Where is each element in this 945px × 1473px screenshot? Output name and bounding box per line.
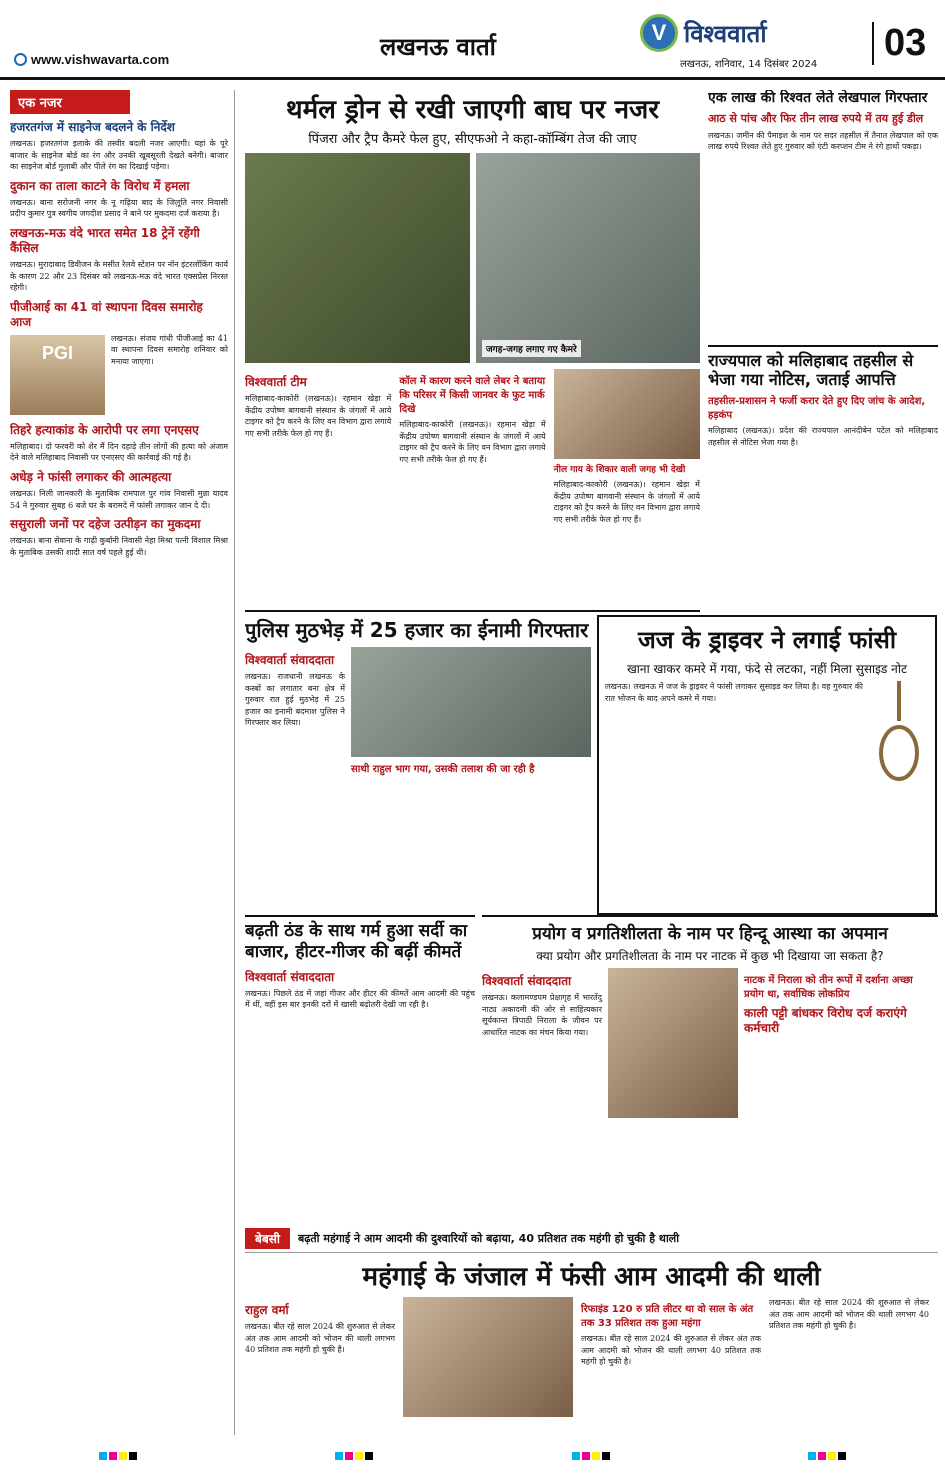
news-title: दुकान का ताला काटने के विरोध में हमला — [10, 178, 190, 193]
ek-nazar-tag: एक नजर — [10, 90, 130, 114]
story-body: लखनऊ। कलामण्डपम प्रेक्षागृह में भारतेंदु नाट्य अकादमी की ओर से साहित्यकार सूर्यकान्त त्रिपाठी निराला के जीवन पर आधारित नाटक का मंचन किया गया। — [482, 993, 602, 1037]
subheadline: खाना खाकर कमरे में गया, फंदे से लटका, नहीं मिला सुसाइड नोट — [626, 662, 907, 676]
story-body: मलिहाबाद-काकोरी (लखनऊ)। रहमान खेड़ा में केंद्रीय उपोष्ण बागवानी संस्थान के जंगलों में आये टाइगर को ट्रैप करने के लिए वन विभाग द्वारा लगाये गए सभी तरीके फेल हो गए हैं। — [399, 420, 546, 464]
news-body: लखनऊ। निली जानकारी के मुताबिक रामपाल पुर गांव निवासी मुन्ना यादव 54 ने गुरुवार सुबह 6 बजे घर के बरामदे में फांसी लगाकर जान दे दी। — [10, 488, 228, 510]
news-body: लखनऊ। मुरादाबाद डिवीजन के मसीत रेलवे स्टेशन पर नॉन इंटरलॉकिंग कार्य के कारण 22 और 23 दिसंबर को लखनऊ-मऊ वंदे भारत एक्सप्रेस निरस्त रहेगी। — [10, 259, 228, 293]
color-bar — [572, 1452, 610, 1460]
headline: थर्मल ड्रोन से रखी जाएगी बाघ पर नजर — [286, 95, 659, 125]
print-registration-marks — [0, 1446, 945, 1466]
news-body: मलिहाबाद। दो फरवरी को शेर मैं दिन दहाड़े तीन लोगों की हत्या को अंजाम देने वाले मलिहाबाद निवासी पर एनएसए की कार्रवाई की गई है। — [10, 441, 228, 463]
story-body: लखनऊ। बीत रहे साल 2024 की शुरुआत से लेकर अंत तक आम आदमी को भोजन की थाली लगभग 40 प्रतिशत तक महंगी हो चुकी है। — [581, 1334, 761, 1367]
color-bar — [335, 1452, 373, 1460]
forest-photo — [245, 153, 470, 363]
logo-icon: V — [640, 14, 678, 52]
thali-photo — [403, 1297, 573, 1417]
news-body: लखनऊ। संजय गांधी पीजीआई का 41 वा स्थापना दिवस समारोह शनिवार को मनाया जाएगा। — [111, 333, 228, 366]
news-title: पीजीआई का 41 वां स्थापना दिवस समारोह आज — [10, 299, 203, 329]
noose-icon — [869, 681, 929, 791]
bribery-story — [708, 90, 938, 335]
news-body: लखनऊ। हजरतगंज इलाके की तस्वीर बदली नजर आएगी। यहां के पूरे बाजार के साइनेज बोर्ड का रंग और उनकी खूबसूरती देखते बनेगी। बाजार का साइनेज बोर्ड गुलाबी और पीले रंग का दिखाई पड़ेगा। — [10, 139, 228, 172]
officials-photo — [476, 153, 700, 363]
section-title: लखनऊ वार्ता — [380, 33, 496, 61]
headline: प्रयोग व प्रगतिशीलता के नाम पर हिन्दू आस्था का अपमान — [532, 924, 888, 944]
strap-text: बढ़ती महंगाई ने आम आदमी की दुश्वारियों को बढ़ाया, 40 प्रतिशत तक महंगी हो चुकी है थाली — [297, 1232, 680, 1245]
story-body: लखनऊ। राजधानी लखनऊ के कस्बों का लगातार बना क्षेत्र में गुरुवार रात हुई मुठभेड़ में 25 हजार का इनामी बदमाश पुलिस ने गिरफ्तार कर लिया। — [245, 672, 345, 728]
headline: एक लाख की रिश्वत लेते लेखपाल गिरफ्तार — [708, 90, 928, 106]
story-body: मलिहाबाद-काकोरी (लखनऊ)। रहमान खेड़ा में केंद्रीय उपोष्ण बागवानी संस्थान के जंगलों में आये टाइगर को ट्रैप करने के लिए वन विभाग द्वारा लगाये गए सभी तरीके फेल हो गए हैं। — [245, 394, 392, 438]
subheadline: आठ से पांच और फिर तीन लाख रुपये में तय हुई डील — [708, 111, 924, 125]
judge-driver-story — [597, 615, 937, 915]
byline: विश्ववार्ता संवाददाता — [245, 969, 335, 984]
ek-nazar-column — [10, 90, 235, 1435]
logo-name: विश्ववार्ता — [684, 19, 767, 48]
pull-quote: कॉल में कारण करने वाले लेबर ने बताया कि परिसर में किसी जानवर के फुट मार्क दिखे — [399, 376, 546, 415]
story-body: लखनऊ। बीत रहे साल 2024 की शुरुआत से लेकर अंत तक आम आदमी को भोजन की थाली लगभग 40 प्रतिशत तक महंगी हो चुकी है। — [245, 1322, 395, 1355]
byline: विश्ववार्ता संवाददाता — [482, 974, 572, 988]
byline: विश्ववार्ता संवाददाता — [245, 653, 335, 667]
website-url[interactable]: www.vishwavarta.com — [14, 52, 169, 67]
pull-quote: तहसील-प्रशासन ने फर्जी करार देते हुए दिए जांच के आदेश, हड़कंप — [708, 396, 926, 422]
story-body: मलिहाबाद-काकोरी (लखनऊ)। रहमान खेड़ा में केंद्रीय उपोष्ण बागवानी संस्थान के जंगलों में आये टाइगर को ट्रैप करने के लिए वन विभाग द्वारा लगाये गए सभी तरीके फेल हो गए हैं। — [553, 480, 700, 525]
news-title: तिहरे हत्याकांड के आरोपी पर लगा एनएसए — [10, 422, 199, 437]
hospital-photo — [351, 647, 591, 757]
headline: पुलिस मुठभेड़ में 25 हजार का ईनामी गिरफ्तार — [245, 618, 589, 642]
headline: बढ़ती ठंड के साथ गर्म हुआ सर्दी का बाजार, हीटर-गीजर की बढ़ीं कीमतें — [245, 921, 468, 963]
headline: महंगाई के जंजाल में फंसी आम आदमी की थाली — [362, 1262, 821, 1292]
bebsi-tag: बेबसी — [245, 1228, 290, 1249]
news-body: लखनऊ। बाना सरोजनी नगर के नू गढ़िया बाद के जिलू़ति नगर निवासी प्रदीप कुमार पुत्र स्वगीय जगदीश प्रसाद ने बाने पर मुकदमा दर्ज कराया है। — [10, 197, 228, 219]
nilgai-site-photo — [554, 369, 700, 459]
side-news-title: काली पट्टी बांधकर विरोध दर्ज कराएंगे कर्मचारी — [744, 1006, 907, 1035]
globe-icon — [14, 53, 27, 66]
news-title: हजरतगंज में साइनेज बदलने के निर्देश — [10, 120, 175, 134]
governor-notice-story — [708, 345, 938, 605]
subheadline: क्या प्रयोग और प्रगतिशीलता के नाम पर नाटक में कुछ भी दिखाया जा सकता है? — [536, 949, 884, 963]
masthead-logo — [640, 14, 767, 52]
color-bar — [808, 1452, 846, 1460]
page-number: 03 — [872, 22, 926, 65]
pull-quote: रिफाइंड 120 रु प्रति लीटर था वो साल के अंत तक 33 प्रतिशत तक हुआ महंगा — [581, 1304, 754, 1329]
play-controversy-story — [482, 915, 938, 1220]
pull-quote: नाटक में निराला को तीन रूपों में दर्शाना अच्छा प्रयोग था, सर्वाधिक लोकप्रिय — [744, 975, 913, 1000]
headline: राज्यपाल को मलिहाबाद तहसील से भेजा गया नोटिस, जताई आपत्ति — [708, 351, 914, 390]
byline: राहुल वर्मा — [245, 1303, 289, 1317]
inflation-story — [245, 1228, 938, 1438]
byline: विश्ववार्ता टीम — [245, 375, 307, 389]
news-title: ससुराली जनों पर दहेज उत्पीड़न का मुकदमा — [10, 517, 201, 532]
pull-quote: साथी राहुल भाग गया, उसकी तलाश की जा रही है — [351, 764, 535, 775]
photo-caption: नील गाय के शिकार वाली जगह भी देखी — [553, 465, 686, 475]
winter-market-story — [245, 915, 475, 1220]
tiger-story — [245, 90, 700, 670]
issue-date: लखनऊ, शनिवार, 14 दिसंबर 2024 — [680, 59, 818, 70]
story-body: लखनऊ। पिछले ठंड में जहां गीजर और हीटर की कीमतें आम आदमी की पहुंच में थीं, वहीं इस बार इनकी दरों में खासी बढ़ोतरी देखी जा रही है। — [245, 988, 475, 1010]
headline: जज के ड्राइवर ने लगाई फांसी — [637, 626, 897, 654]
story-strap — [245, 1228, 938, 1253]
photo-caption: जगह-जगह लगाए गए कैमरे — [482, 340, 581, 357]
news-title: अधेड़ ने फांसी लगाकर की आत्महत्या — [10, 469, 172, 484]
story-body: लखनऊ। बीत रहे साल 2024 की शुरुआत से लेकर अंत तक आम आदमी को भोजन की थाली लगभग 40 प्रतिशत तक महंगी हो चुकी है। — [769, 1298, 929, 1331]
story-body: लखनऊ। लखनऊ में जज के ड्राइवर ने फांसी लगाकर सुसाइड कर लिया है। वह गुरुवार की रात भोजन के बाद अपने कमरे में गया। — [605, 682, 863, 703]
stage-photo — [608, 968, 738, 1118]
subheadline: पिंजरा और ट्रैप कैमरे फेल हुए, सीएफओ ने कहा-कॉम्बिंग तेज की जाए — [308, 132, 637, 147]
story-body: लखनऊ। जमीन की पैमाइश के नाम पर सदर तहसील में तैनात लेखपाल को एक लाख रुपये रिश्वत लेते हुए गुरुवार को एंटी करप्शन टीम ने रंगे हाथों पकड़ा। — [708, 130, 938, 152]
news-body: लखनऊ। बाना सेवाना के गाढ़ी कुर्बानी निवासी नेहा मिश्रा पत्नी विशाल मिश्रा के मुताबिक उसकी शादी सात वर्ष पहले हुई थी। — [10, 536, 228, 557]
color-bar — [99, 1452, 137, 1460]
story-body: मलिहाबाद (लखनऊ)। प्रदेश की राज्यपाल आनंदीबेन पटेल को मलिहाबाद तहसील से नोटिस भेजा गया है। — [708, 426, 938, 447]
news-title: लखनऊ-मऊ वंदे भारत समेत 18 ट्रेनें रहेंगी कैंसिल — [10, 225, 200, 255]
page-header — [0, 0, 945, 80]
pgi-photo: PGI — [10, 335, 105, 415]
